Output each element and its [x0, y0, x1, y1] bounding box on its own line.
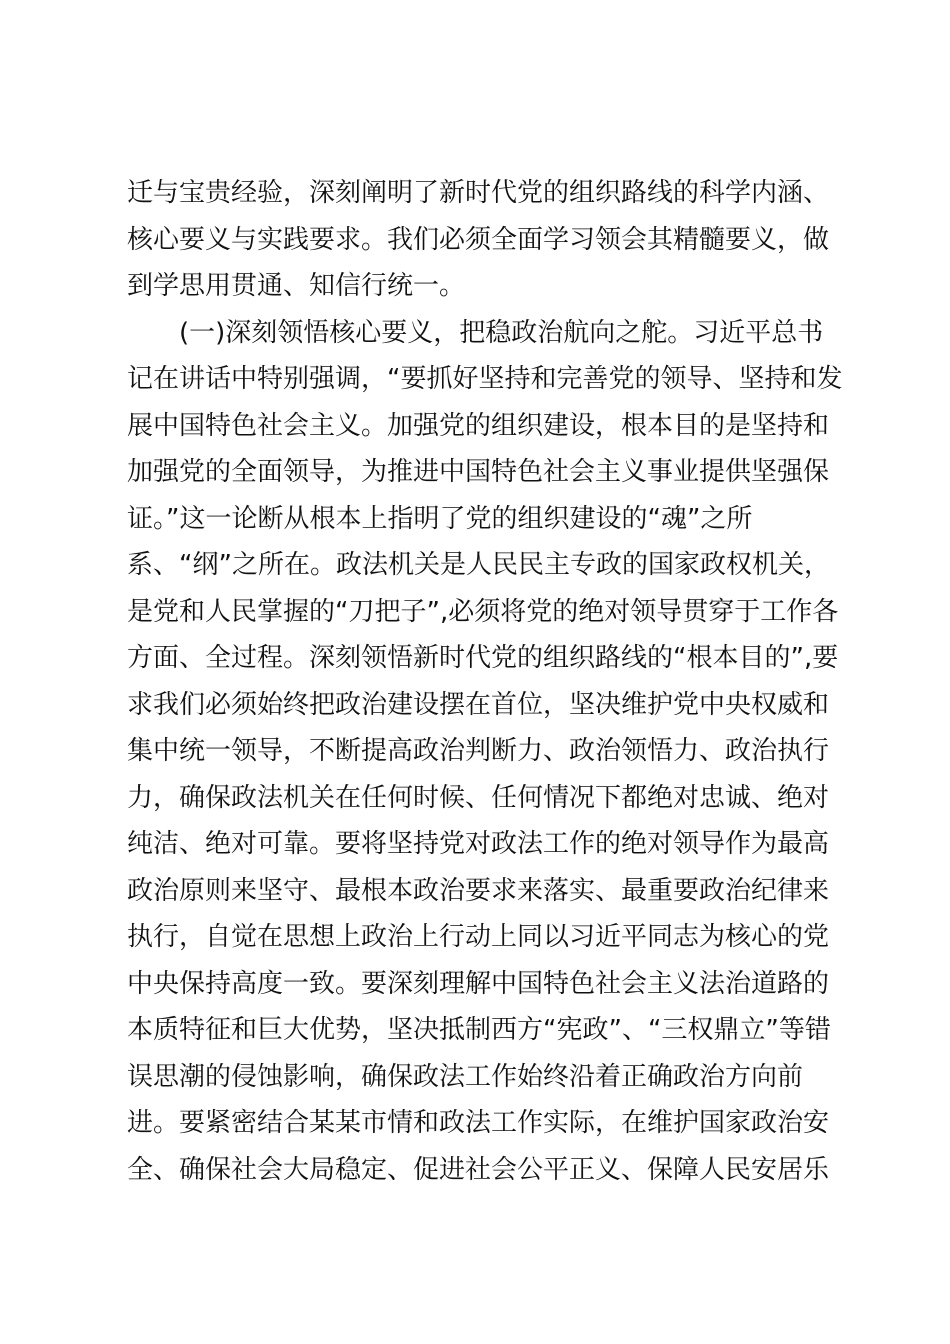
- text-line: 展中国特色社会主义。加强党的组织建设，根本目的是坚持和: [127, 410, 830, 441]
- text-line: 误思潮的侵蚀影响，确保政法工作始终沿着正确政治方向前: [127, 1061, 804, 1092]
- text-line: 纯洁、绝对可靠。要将坚持党对政法工作的绝对领导作为最高: [127, 829, 830, 859]
- text-line: 执行，自觉在思想上政治上行动上同以习近平同志为核心的党: [127, 922, 830, 952]
- text-line: 求我们必须始终把政治建设摆在首位，坚决维护党中央权威和: [127, 689, 830, 720]
- text-line: 中央保持高度一致。要深刻理解中国特色社会主义法治道路的: [127, 968, 830, 999]
- text-line: 本质特征和巨大优势，坚决抵制西方“宪政”、“三权鼎立”等错: [127, 1015, 831, 1045]
- text-line: 政治原则来坚守、最根本政治要求来落实、最重要政治纪律来: [127, 875, 830, 906]
- text-line: 证。”这一论断从根本上指明了党的组织建设的“魂”之所: [127, 503, 753, 534]
- text-line: 方面、全过程。深刻领悟新时代党的组织路线的“根本目的”,要: [127, 643, 839, 673]
- section-heading-line: (一)深刻领悟核心要义，把稳政治航向之舵。习近平总书: [179, 317, 824, 348]
- text-line: 全、确保社会大局稳定、促进社会公平正义、保障人民安居乐: [127, 1154, 830, 1185]
- text-line: 迁与宝贵经验，深刻阐明了新时代党的组织路线的科学内涵、: [127, 178, 830, 208]
- document-body: [127, 170, 843, 1193]
- text-line: 集中统一领导，不断提高政治判断力、政治领悟力、政治执行: [127, 736, 830, 766]
- text-line: 核心要义与实践要求。我们必须全面学习领会其精髓要义，做: [127, 224, 830, 255]
- text-line: 到学思用贯通、知信行统一。: [127, 271, 466, 301]
- text-line: 是党和人民掌握的“刀把子”,必须将党的绝对领导贯穿于工作各: [127, 596, 839, 627]
- text-line: 进。要紧密结合某某市情和政法工作实际，在维护国家政治安: [127, 1108, 830, 1138]
- text-line: 加强党的全面领导，为推进中国特色社会主义事业提供坚强保: [127, 457, 830, 487]
- text-line: 记在讲话中特别强调，“要抓好坚持和完善党的领导、坚持和发: [127, 364, 843, 394]
- text-line: 系、“纲”之所在。政法机关是人民民主专政的国家政权机关，: [127, 550, 830, 580]
- text-line: 力，确保政法机关在任何时候、任何情况下都绝对忠诚、绝对: [127, 782, 830, 813]
